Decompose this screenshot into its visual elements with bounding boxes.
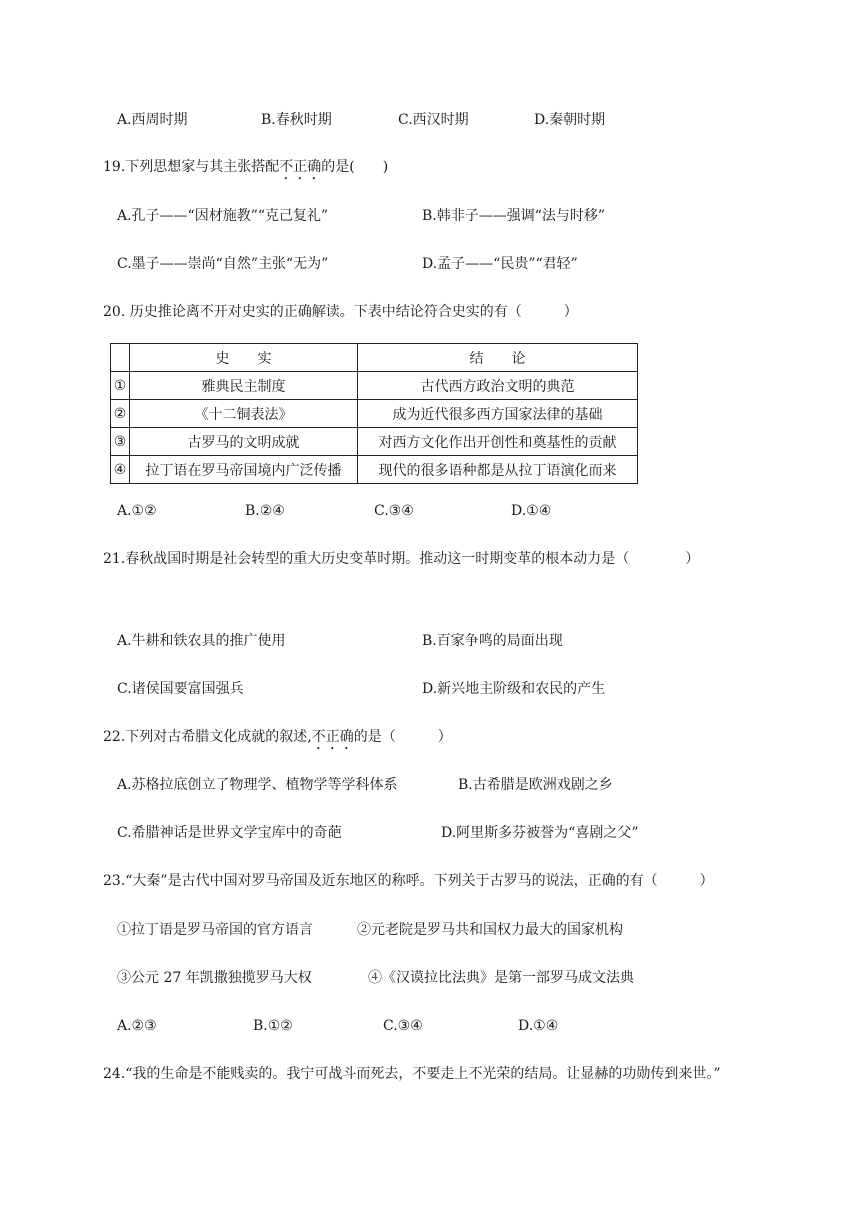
question-20-stem: 20. 历史推论离不开对史实的正确解读。下表中结论符合史实的有（ ） [103, 304, 578, 320]
option-b: B.韩非子——强调“法与时移” [422, 208, 606, 224]
stem-text: 22.下列对古希腊文化成就的叙述, [103, 729, 312, 745]
option-c: C.希腊神话是世界文学宝库中的奇葩 [117, 825, 342, 841]
stem-text: 19.下列思想家与其主张搭配 [103, 159, 280, 175]
table-cell: 古代西方政治文明的典范 [358, 372, 638, 400]
option-a: A.牛耕和铁农具的推广使用 [117, 633, 286, 649]
statement-2: ②元老院是罗马共和国权力最大的国家机构 [357, 922, 623, 938]
stem-text: 的是（ ） [353, 729, 452, 745]
table-row [111, 428, 638, 456]
option-d: D.①④ [518, 1018, 559, 1034]
table-cell: ③ [111, 428, 130, 456]
option-c: C.③④ [383, 1018, 423, 1034]
table-cell: ② [111, 400, 130, 428]
question-24-stem: 24.“我的生命是不能贱卖的。我宁可战斗而死去，不要走上不光荣的结局。让显赫的功勋传到来世。” [103, 1066, 721, 1082]
table-header-fact: 史 实 [130, 344, 358, 372]
table-cell [111, 344, 130, 372]
question-21-stem: 21.春秋战国时期是社会转型的重大历史变革时期。推动这一时期变革的根本动力是（ ） [103, 551, 700, 567]
option-b: B.春秋时期 [261, 112, 332, 128]
table-cell: 《十二铜表法》 [130, 400, 358, 428]
table-row [111, 400, 638, 428]
table-header-row [111, 344, 638, 372]
option-a: A.西周时期 [117, 112, 188, 128]
option-a: A.②③ [117, 1018, 157, 1034]
option-c: C.西汉时期 [398, 112, 469, 128]
question-19-stem [103, 157, 388, 183]
option-b: B.②④ [245, 503, 285, 519]
option-a: A.①② [117, 503, 157, 519]
question-22-stem [103, 727, 452, 753]
table-cell: 古罗马的文明成就 [130, 428, 358, 456]
option-a: A.孔子——“因材施教”“克己复礼” [117, 208, 329, 224]
option-d: D.阿里斯多芬被誉为“喜剧之父” [441, 825, 639, 841]
option-b: B.①② [253, 1018, 293, 1034]
option-c: C.墨子——崇尚“自然”主张“无为” [117, 256, 329, 272]
option-d: D.①④ [511, 503, 552, 519]
question-23-stem: 23.“大秦”是古代中国对罗马帝国及近东地区的称呼。下列关于古罗马的说法，正确的有（ ） [103, 873, 714, 889]
option-b: B.百家争鸣的局面出现 [422, 633, 563, 649]
table-cell: ④ [111, 456, 130, 484]
table-cell: ① [111, 372, 130, 400]
statement-4: ④《汉谟拉比法典》是第一部罗马成文法典 [368, 970, 634, 986]
table-cell: 雅典民主制度 [130, 372, 358, 400]
table-row [111, 372, 638, 400]
option-d: D.秦朝时期 [534, 112, 606, 128]
history-table [110, 343, 638, 484]
option-d: D.新兴地主阶级和农民的产生 [422, 681, 606, 697]
option-b: B.古希腊是欧洲戏剧之乡 [458, 777, 613, 793]
option-a: A.苏格拉底创立了物理学、植物学等学科体系 [117, 777, 398, 793]
table-cell: 成为近代很多西方国家法律的基础 [358, 400, 638, 428]
option-c: C.诸侯国要富国强兵 [117, 681, 244, 697]
statement-1: ①拉丁语是罗马帝国的官方语言 [117, 922, 313, 938]
table-cell: 拉丁语在罗马帝国境内广泛传播 [130, 456, 358, 484]
statement-3: ③公元 27 年凯撒独揽罗马大权 [117, 970, 312, 986]
table-cell: 对西方文化作出开创性和奠基性的贡献 [358, 428, 638, 456]
option-c: C.③④ [374, 503, 414, 519]
option-d: D.孟子——“民贵”“君轻” [422, 256, 578, 272]
table-row [111, 456, 638, 484]
stem-text: 的是( ) [321, 159, 389, 175]
emphasis-text: 不正确 [311, 729, 354, 745]
table-header-conclusion: 结 论 [358, 344, 638, 372]
table-cell: 现代的很多语种都是从拉丁语演化而来 [358, 456, 638, 484]
emphasis-text: 不正确 [279, 159, 322, 175]
